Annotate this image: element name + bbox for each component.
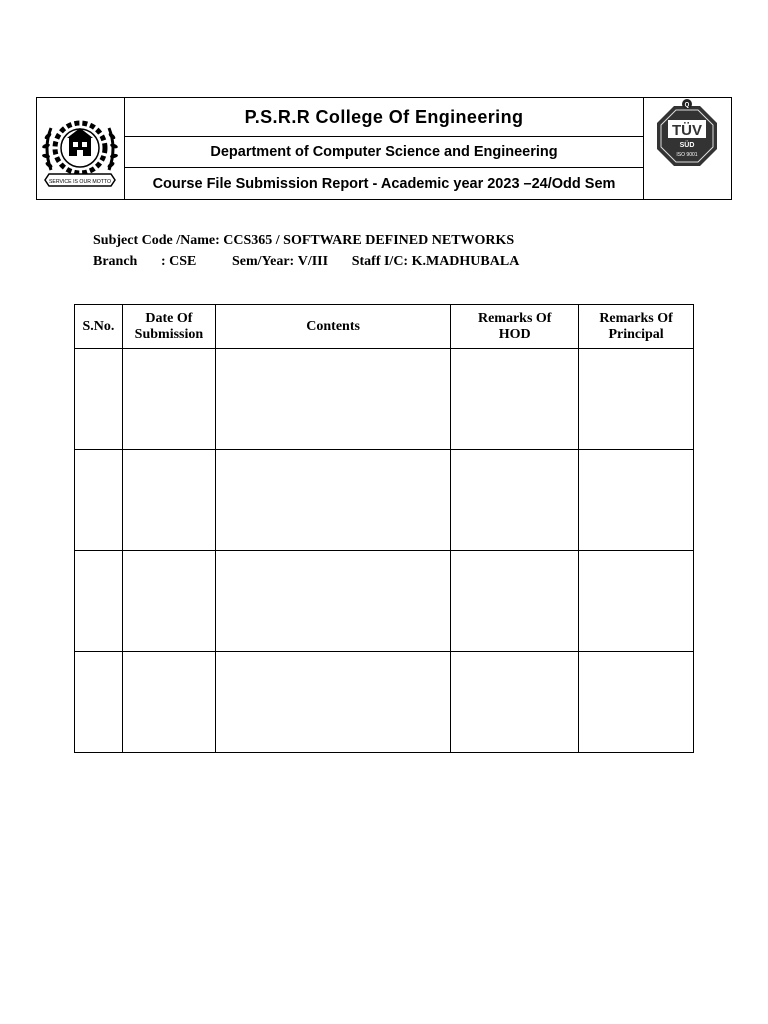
college-name: P.S.R.R College Of Engineering xyxy=(125,98,643,137)
branch-line xyxy=(93,254,519,270)
cell-sno[interactable] xyxy=(75,652,123,753)
cell-date[interactable] xyxy=(122,652,215,753)
document-header xyxy=(36,97,732,200)
cell-contents[interactable] xyxy=(215,349,450,450)
branch-label: Branch xyxy=(93,254,138,269)
sem-value: V/III xyxy=(297,254,329,269)
college-motto: SERVICE IS OUR MOTTO xyxy=(48,179,112,185)
cert-mark: TÜV xyxy=(672,122,702,139)
cell-remarks-principal[interactable] xyxy=(579,349,694,450)
cell-sno[interactable] xyxy=(75,349,123,450)
subject-line xyxy=(93,233,514,249)
certification-logo-cell xyxy=(643,98,731,199)
cert-standard: ISO 9001 xyxy=(676,152,698,158)
table-header-row xyxy=(75,305,694,349)
cell-date[interactable] xyxy=(122,551,215,652)
cell-contents[interactable] xyxy=(215,450,450,551)
cell-contents[interactable] xyxy=(215,652,450,753)
cert-q-tag: Q xyxy=(684,102,690,109)
header-date: Date Of Submission xyxy=(122,305,215,349)
cell-remarks-hod[interactable] xyxy=(451,450,579,551)
subject-value: CCS365 / SOFTWARE DEFINED NETWORKS xyxy=(223,233,515,248)
branch-value: : CSE xyxy=(161,254,197,269)
college-emblem-icon xyxy=(37,98,123,198)
header-sno: S.No. xyxy=(75,305,123,349)
table-row xyxy=(75,450,694,551)
cell-sno[interactable] xyxy=(75,450,123,551)
cell-date[interactable] xyxy=(122,349,215,450)
staff-value: K.MADHUBALA xyxy=(411,254,520,269)
cell-sno[interactable] xyxy=(75,551,123,652)
table-row xyxy=(75,551,694,652)
header-contents: Contents xyxy=(215,305,450,349)
table-row xyxy=(75,349,694,450)
table-row xyxy=(75,652,694,753)
cell-remarks-hod[interactable] xyxy=(451,551,579,652)
cell-remarks-hod[interactable] xyxy=(451,652,579,753)
tuv-sud-certification-icon xyxy=(644,98,730,198)
staff-label: Staff I/C: xyxy=(351,254,409,269)
cell-remarks-principal[interactable] xyxy=(579,450,694,551)
subject-label: Subject Code /Name: xyxy=(93,233,220,248)
cell-remarks-hod[interactable] xyxy=(451,349,579,450)
college-logo-cell xyxy=(37,98,125,199)
cell-remarks-principal[interactable] xyxy=(579,551,694,652)
department-name: Department of Computer Science and Engineering xyxy=(125,137,643,168)
cert-sub: SÜD xyxy=(679,142,695,149)
header-remarks-principal: Remarks Of Principal xyxy=(579,305,694,349)
submission-table xyxy=(74,304,694,753)
header-remarks-hod: Remarks Of HOD xyxy=(451,305,579,349)
cell-contents[interactable] xyxy=(215,551,450,652)
title-block xyxy=(125,98,643,199)
report-title: Course File Submission Report - Academic year 2023 –24/Odd Sem xyxy=(152,175,616,192)
sem-label: Sem/Year: xyxy=(232,254,295,269)
cell-remarks-principal[interactable] xyxy=(579,652,694,753)
cell-date[interactable] xyxy=(122,450,215,551)
